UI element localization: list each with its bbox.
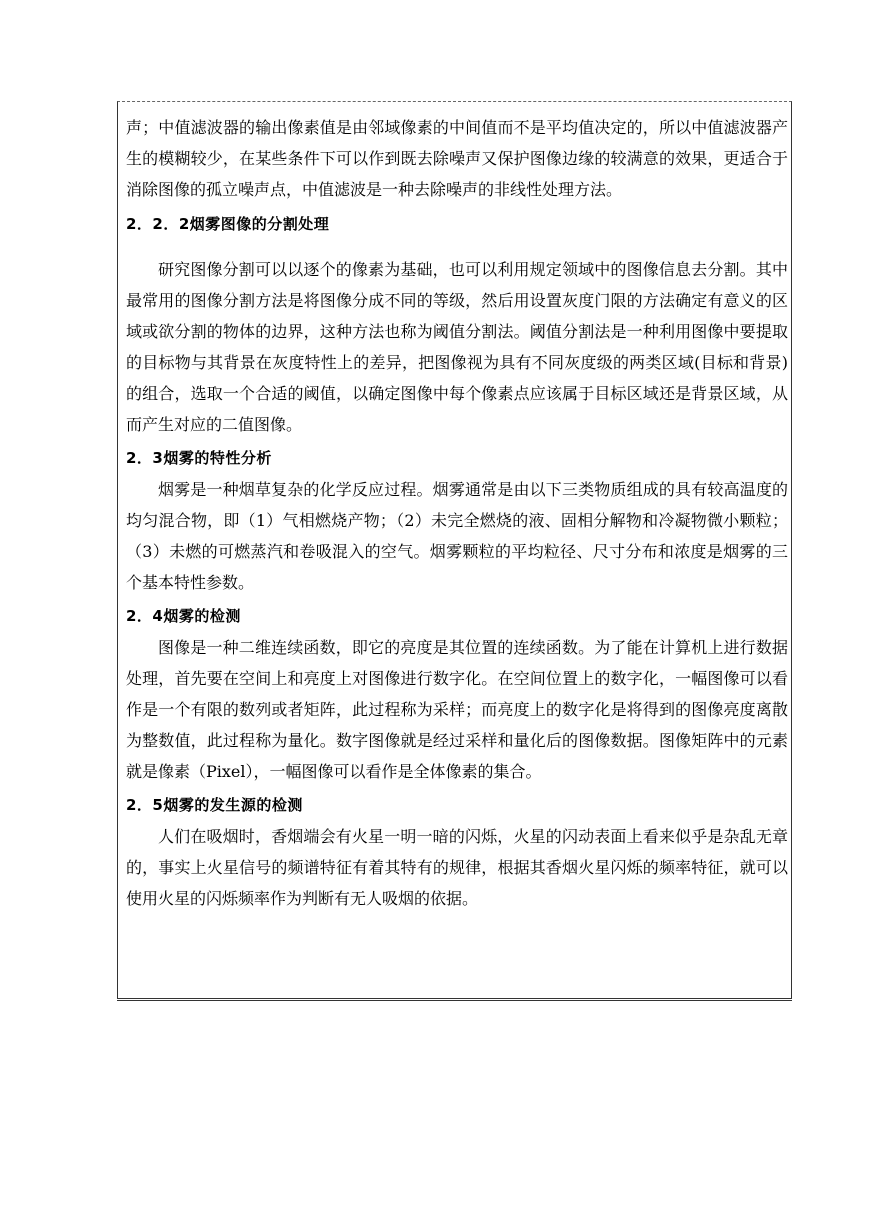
paragraph-image-segmentation: 研究图像分割可以以逐个的像素为基础，也可以利用规定领域中的图像信息去分割。其中最常用的图像分割方法是将图像分成不同的等级，然后用设置灰度门限的方法确定有意义的区域或欲分割的物体的边界，这种方法也称为阈值分割法。阈值分割法是一种利用图像中要提取的目标物与其背景在灰度特性上的差异，把图像视为具有不同灰度级的两类区域(目标和背景)的组合，选取一个合适的阈值，以确定图像中每个像素点应该属于目标区域还是背景区域，从而产生对应的二值图像。 — [126, 260, 788, 434]
frame-bottom-rule — [117, 1000, 792, 1001]
paragraph-smoke-detection: 图像是一种二维连续函数，即它的亮度是其位置的连续函数。为了能在计算机上进行数据处理，首先要在空间上和亮度上对图像进行数字化。在空间位置上的数字化，一幅图像可以看作是一个有限的数列或者矩阵，此过程称为采样；而亮度上的数字化是将得到的图像亮度离散为整数值，此过程称为量化。数字图像就是经过采样和量化后的图像数据。图像矩阵中的元素就是像素（Pixel），一幅图像可以看作是全体像素的集合。 — [126, 638, 788, 781]
paragraph-median-filter-continued: 声；中值滤波器的输出像素值是由邻域像素的中间值而不是平均值决定的，所以中值滤波器产生的模糊较少，在某些条件下可以作到既去除噪声又保护图像边缘的较满意的效果，更适合于消除图像的孤立噪声点，中值滤波是一种去除噪声的非线性处理方法。 — [126, 118, 788, 199]
paragraph-smoke-characteristics: 烟雾是一种烟草复杂的化学反应过程。烟雾通常是由以下三类物质组成的具有较高温度的均匀混合物，即（1）气相燃烧产物；（2）未完全燃烧的液、固相分解物和冷凝物微小颗粒；（3）未燃的可燃蒸汽和卷吸混入的空气。烟雾颗粒的平均粒径、尺寸分布和浓度是烟雾的三个基本特性参数。 — [126, 480, 788, 592]
paragraph-smoke-source-detection: 人们在吸烟时，香烟端会有火星一明一暗的闪烁，火星的闪动表面上看来似乎是杂乱无章的，事实上火星信号的频谱特征有着其特有的规律，根据其香烟火星闪烁的频率特征，就可以使用火星的闪烁频率作为判断有无人吸烟的依据。 — [126, 827, 788, 908]
section-heading-2-3: 2．3烟雾的特性分析 — [126, 449, 272, 467]
spacer — [126, 240, 788, 254]
section-heading-2-2-2: 2．2．2烟雾图像的分割处理 — [126, 215, 330, 233]
section-heading-2-4: 2．4烟雾的检测 — [126, 607, 241, 625]
document-body — [126, 112, 788, 914]
section-heading-2-5: 2．5烟雾的发生源的检测 — [126, 796, 303, 814]
